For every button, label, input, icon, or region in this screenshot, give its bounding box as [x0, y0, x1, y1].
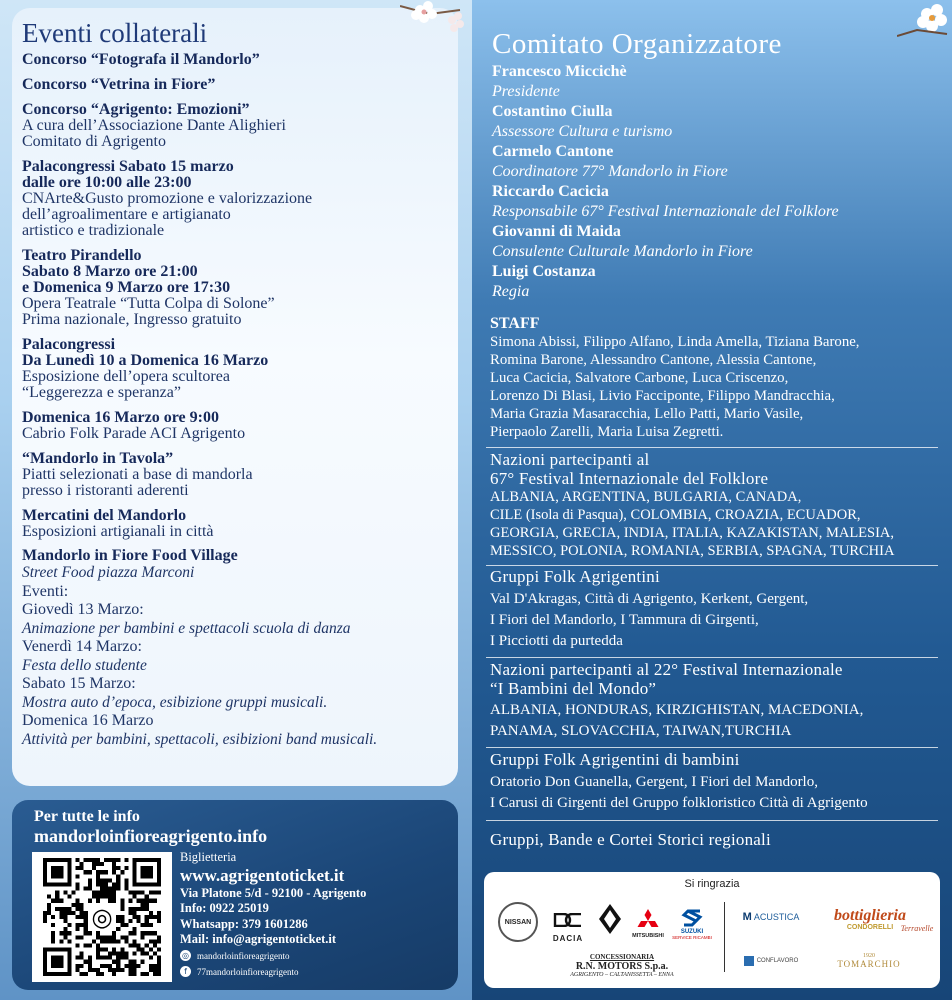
- committee-member-role: Responsabile 67° Festival Internazionale del Folklore: [492, 203, 839, 220]
- tomarchio-text: TOMARCHIO: [837, 959, 901, 969]
- folk-groups-block: [490, 567, 940, 652]
- food-village-days: [22, 601, 446, 749]
- info-website-link[interactable]: mandorloinfioreagrigento.info: [34, 826, 268, 846]
- committee-member-name: Giovanni di Maida: [492, 223, 621, 240]
- event-description: Esposizioni artigianali in città: [22, 523, 214, 540]
- food-village-block: [22, 548, 446, 749]
- organizing-committee-panel: [472, 0, 952, 1000]
- regional-groups-title: Gruppi, Bande e Cortei Storici regionali: [490, 830, 771, 849]
- suzuki-logo: [670, 902, 714, 946]
- collateral-events-panel: [12, 8, 458, 786]
- committee-list: [492, 62, 932, 302]
- nissan-text: NISSAN: [504, 918, 532, 926]
- staff-line: Simona Abissi, Filippo Alfano, Linda Amella, Tiziana Barone,: [490, 334, 860, 350]
- blossom-decoration: [400, 0, 470, 40]
- qr-code-graphic: [38, 858, 166, 976]
- instagram-icon: ◎: [180, 950, 191, 961]
- nation-line: ALBANIA, HONDURAS, KIRZIGHISTAN, MACEDONIA,: [490, 702, 864, 718]
- staff-line: Luca Cacicia, Salvatore Carbone, Luca Criscenzo,: [490, 370, 789, 386]
- committee-member-name: Francesco Miccichè: [492, 63, 627, 80]
- event-heading: Mercatini del Mandorlo: [22, 507, 187, 524]
- food-village-subtitle: Street Food piazza Marconi: [22, 564, 195, 581]
- mitsubishi-logo: [630, 902, 666, 946]
- event-description: A cura dell’Associazione Dante Alighieri: [22, 117, 286, 134]
- food-village-day: Venerdì 14 Marzo:: [22, 638, 142, 655]
- event-item: [22, 410, 446, 442]
- committee-member-role: Presidente: [492, 83, 560, 100]
- event-heading: e Domenica 9 Marzo ore 17:30: [22, 279, 231, 296]
- event-item: [22, 102, 446, 150]
- ticket-info: [180, 850, 450, 948]
- event-item: [22, 508, 446, 540]
- food-village-day: Domenica 16 Marzo: [22, 712, 154, 729]
- group-line: I Fiori del Mandorlo, I Tammura di Girgenti,: [490, 612, 759, 628]
- food-village-day: Giovedì 13 Marzo:: [22, 601, 144, 618]
- event-heading: Sabato 8 Marzo ore 21:00: [22, 263, 198, 280]
- nations-folk-block: [490, 450, 940, 560]
- folk-groups-list: [490, 589, 940, 652]
- event-item: [22, 337, 446, 401]
- nation-line: PANAMA, SLOVACCHIA, TAIWAN,TURCHIA: [490, 723, 792, 739]
- qr-code[interactable]: [32, 852, 172, 982]
- ticket-mail[interactable]: Mail: info@agrigentoticket.it: [180, 932, 337, 946]
- food-village-day: Sabato 15 Marzo:: [22, 675, 136, 692]
- committee-member-name: Costantino Ciulla: [492, 103, 613, 120]
- event-heading: Concorso “Vetrina in Fiore”: [22, 76, 216, 93]
- nation-line: ALBANIA, ARGENTINA, BULGARIA, CANADA,: [490, 489, 802, 505]
- food-village-activity: Attività per bambini, spettacoli, esibizioni band musicali.: [22, 730, 378, 748]
- committee-member-name: Luigi Costanza: [492, 263, 596, 280]
- divider: [486, 565, 938, 566]
- event-heading: Domenica 16 Marzo ore 9:00: [22, 409, 219, 426]
- ticket-label: Biglietteria: [180, 850, 237, 864]
- committee-member-role: Assessore Cultura e turismo: [492, 123, 673, 140]
- event-description: Piatti selezionati a base di mandorla: [22, 466, 253, 483]
- dacia-text: DACIA: [552, 933, 584, 943]
- nissan-logo: [498, 902, 538, 942]
- events-list: [22, 52, 446, 540]
- renault-logo: [596, 902, 624, 936]
- committee-member-role: Consulente Culturale Mandorlo in Fiore: [492, 243, 753, 260]
- staff-line: Maria Grazia Masaracchia, Lello Patti, Mario Vasile,: [490, 406, 804, 422]
- nations-kids-title-1: Nazioni partecipanti al 22° Festival Internazionale: [490, 660, 843, 679]
- regional-groups-block: [490, 830, 940, 849]
- staff-title: STAFF: [490, 315, 540, 332]
- group-line: Oratorio Don Guanella, Gergent, I Fiori del Mandorlo,: [490, 774, 818, 790]
- committee-member-name: Carmelo Cantone: [492, 143, 614, 160]
- concession-label: CONCESSIONARIA: [589, 952, 655, 961]
- collateral-events-title: Eventi collaterali: [22, 18, 208, 48]
- sponsors-divider: [724, 902, 725, 972]
- acustica-logo: M ACUSTICA: [742, 911, 800, 923]
- event-item: [22, 159, 446, 239]
- dealer-cities: AGRIGENTO – CALTANISSETTA – ENNA: [570, 971, 674, 978]
- divider: [486, 657, 938, 658]
- event-item: [22, 248, 446, 328]
- bottiglieria-text: bottiglieria: [834, 906, 906, 924]
- instagram-handle: mandorloinfioreagrigento: [197, 950, 290, 961]
- acustica-text: ACUSTICA: [753, 912, 800, 922]
- sponsors-box: [484, 872, 940, 988]
- nations-kids-block: [490, 660, 940, 742]
- dealer-name: R.N. MOTORS S.p.a.: [575, 960, 669, 972]
- food-village-activity: Festa dello studente: [22, 656, 147, 674]
- event-heading: Teatro Pirandello: [22, 247, 142, 264]
- conflavoro-text: CONFLAVORO: [756, 958, 799, 964]
- dacia-wordmark: [546, 932, 590, 944]
- group-line: I Carusi di Girgenti del Gruppo folkloristico Città di Agrigento: [490, 795, 868, 811]
- instagram-link[interactable]: [180, 950, 289, 961]
- nation-line: GEORGIA, GRECIA, INDIA, ITALIA, KAZAKISTAN, MALESIA,: [490, 525, 895, 541]
- svg-text:◎: ◎: [91, 902, 113, 932]
- divider: [486, 747, 938, 748]
- suzuki-s-icon: [681, 909, 703, 929]
- rn-motors-logo: [532, 948, 712, 982]
- facebook-link[interactable]: [180, 966, 298, 977]
- event-heading: Palacongressi: [22, 336, 116, 353]
- nations-kids-title-2: “I Bambini del Mondo”: [490, 679, 657, 698]
- food-village-activity: Animazione per bambini e spettacoli scuola di danza: [22, 619, 351, 637]
- nation-line: CILE (Isola di Pasqua), COLOMBIA, CROAZIA, ECUADOR,: [490, 507, 861, 523]
- ticket-phone[interactable]: Info: 0922 25019: [180, 901, 269, 915]
- committee-member-name: Riccardo Cacicia: [492, 183, 609, 200]
- facebook-handle: 77mandorloinfioreagrigento: [197, 966, 299, 977]
- event-item: [22, 451, 446, 499]
- event-heading: Concorso “Fotografa il Mandorlo”: [22, 51, 260, 68]
- kids-groups-list: [490, 772, 940, 814]
- mitsubishi-text: MITSUBISHI: [632, 933, 664, 939]
- event-description: “Leggerezza e speranza”: [22, 384, 181, 401]
- event-heading: Da Lunedì 10 a Domenica 16 Marzo: [22, 352, 269, 369]
- kids-groups-block: [490, 750, 940, 814]
- nations-folk-list: [490, 488, 940, 560]
- event-description: Opera Teatrale “Tutta Colpa di Solone”: [22, 295, 275, 312]
- blossom-decoration: [897, 0, 952, 40]
- staff-line: Pierpaolo Zarelli, Maria Luisa Zegretti.: [490, 424, 724, 440]
- staff-names: [490, 333, 940, 441]
- event-description: artistico e tradizionale: [22, 222, 165, 239]
- suzuki-text: SUZUKI: [680, 928, 704, 935]
- terravelle-text: Terravelle: [900, 923, 934, 933]
- event-description: Prima nazionale, Ingresso gratuito: [22, 311, 242, 328]
- event-description: Comitato di Agrigento: [22, 133, 166, 150]
- food-village-title: Mandorlo in Fiore Food Village: [22, 547, 238, 564]
- divider: [486, 820, 938, 821]
- event-description: CNArte&Gusto promozione e valorizzazione: [22, 190, 313, 207]
- ticket-site-link[interactable]: www.agrigentoticket.it: [180, 865, 345, 885]
- ticket-whatsapp[interactable]: Whatsapp: 379 1601286: [180, 916, 308, 931]
- folk-groups-title: Gruppi Folk Agrigentini: [490, 567, 660, 586]
- event-description: Esposizione dell’opera scultorea: [22, 368, 230, 385]
- kids-groups-title: Gruppi Folk Agrigentini di bambini: [490, 750, 740, 769]
- committee-title: Comitato Organizzatore: [492, 28, 782, 60]
- nations-folk-title-2: 67° Festival Internazionale del Folklore: [490, 469, 769, 488]
- staff-line: Romina Barone, Alessandro Cantone, Alessia Cantone,: [490, 352, 817, 368]
- mitsubishi-diamonds-icon: [635, 909, 661, 933]
- terravelle-logo: [896, 922, 938, 934]
- suzuki-subtext: SERVICE RICAMBI: [672, 934, 712, 940]
- divider: [486, 447, 938, 448]
- group-line: Val D'Akragas, Città di Agrigento, Kerkent, Gergent,: [490, 591, 809, 607]
- food-village-activity: Mostra auto d’epoca, esibizione gruppi musicali.: [22, 693, 328, 711]
- ticket-address: Via Platone 5/d - 92100 - Agrigento: [180, 885, 367, 900]
- dacia-mark: [553, 913, 583, 927]
- dacia-logo: [546, 908, 590, 932]
- sponsors-title: Si ringrazia: [684, 878, 740, 890]
- nation-line: MESSICO, POLONIA, ROMANIA, SERBIA, SPAGNA, TURCHIA: [490, 543, 895, 559]
- nations-kids-list: [490, 700, 940, 742]
- nations-folk-title-1: Nazioni partecipanti al: [490, 450, 650, 469]
- event-item: [22, 77, 446, 93]
- staff-line: Lorenzo Di Blasi, Livio Facciponte, Filippo Mandracchia,: [490, 388, 835, 404]
- event-heading: Concorso “Agrigento: Emozioni”: [22, 101, 250, 118]
- group-line: I Picciotti da purtedda: [490, 633, 623, 649]
- committee-member-role: Coordinatore 77° Mandorlo in Fiore: [492, 163, 728, 180]
- facebook-icon: f: [180, 966, 191, 977]
- event-description: dell’agroalimentare e artigianato: [22, 206, 231, 223]
- condorelli-text: CONDORELLI: [846, 923, 894, 931]
- info-box: [12, 800, 458, 990]
- conflavoro-logo: [736, 952, 806, 970]
- renault-diamond-icon: [598, 903, 622, 935]
- event-heading: Palacongressi Sabato 15 marzo: [22, 158, 234, 175]
- tomarchio-logo: 1920 TOMARCHIO: [837, 953, 901, 969]
- event-heading: “Mandorlo in Tavola”: [22, 450, 174, 467]
- event-description: presso i ristoranti aderenti: [22, 482, 189, 499]
- food-village-label: Eventi:: [22, 582, 69, 600]
- staff-block: [490, 315, 940, 441]
- committee-member-role: Regia: [492, 283, 530, 300]
- event-item: [22, 52, 446, 68]
- event-heading: dalle ore 10:00 alle 23:00: [22, 174, 192, 191]
- info-heading: Per tutte le info: [34, 808, 140, 825]
- event-description: Cabrio Folk Parade ACI Agrigento: [22, 425, 246, 442]
